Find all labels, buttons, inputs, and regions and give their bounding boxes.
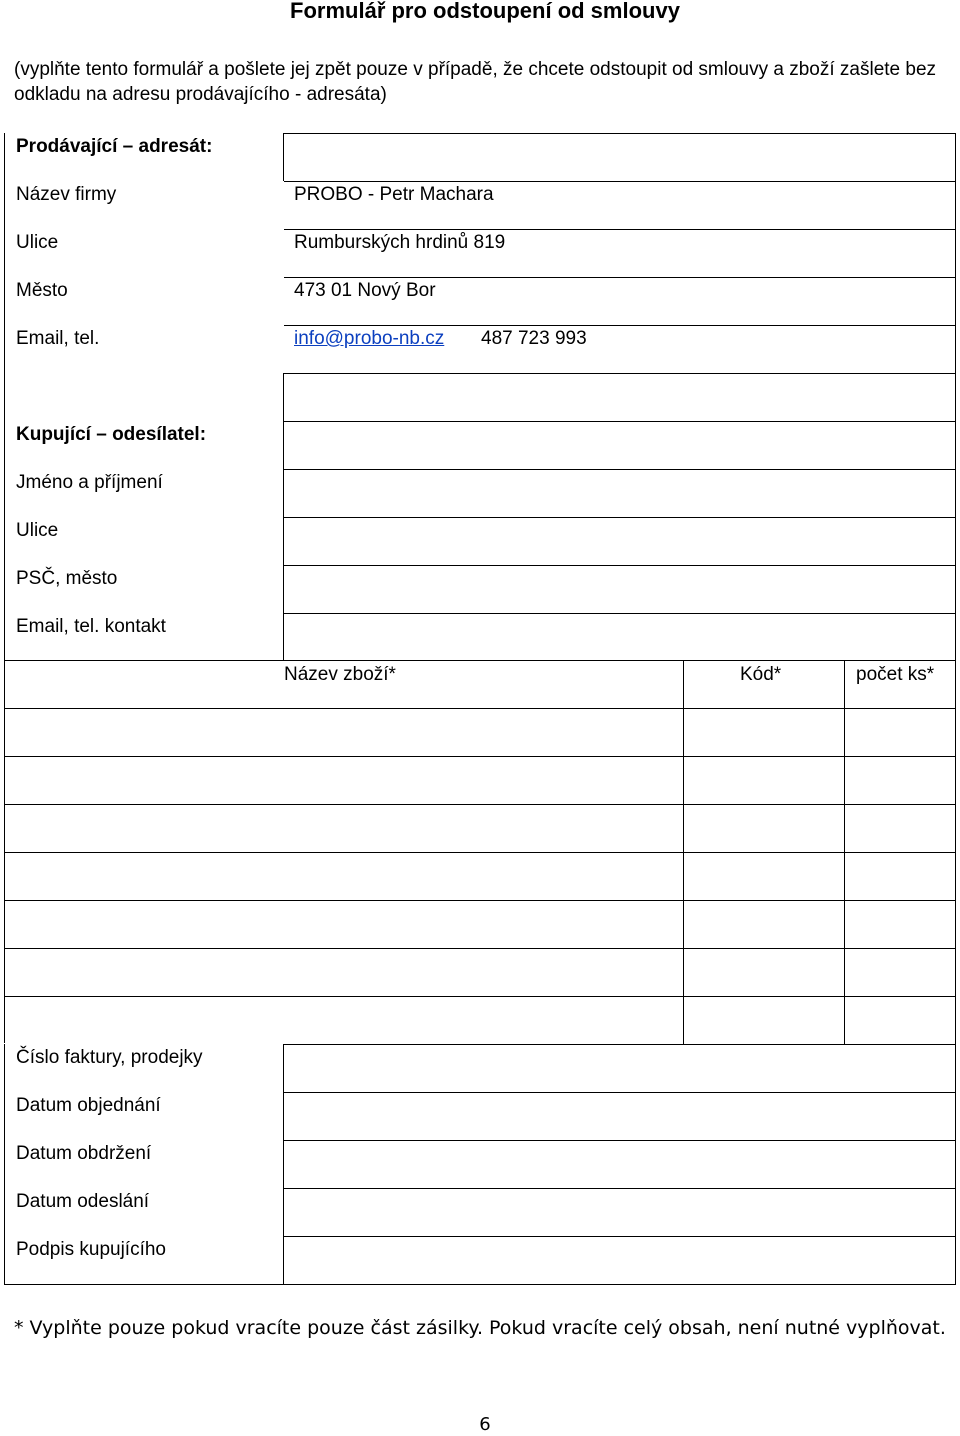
buyer-label-city: PSČ, město — [16, 568, 118, 589]
row-line — [284, 613, 956, 614]
row-line — [284, 229, 956, 230]
table-left-border — [4, 1044, 5, 1285]
row-line — [284, 325, 956, 326]
seller-value-city: 473 01 Nový Bor — [294, 280, 436, 301]
row-line — [4, 804, 956, 805]
row-line — [284, 1188, 956, 1189]
table-right-border — [955, 1044, 956, 1285]
seller-label-city: Město — [16, 280, 68, 301]
buyer-label-street: Ulice — [16, 520, 59, 541]
row-line — [284, 1044, 956, 1045]
seller-phone: 487 723 993 — [481, 328, 587, 349]
row-line — [4, 900, 956, 901]
details-label-send-date: Datum odeslání — [16, 1191, 150, 1212]
page-number: 6 — [479, 1414, 491, 1435]
row-line — [284, 1140, 956, 1141]
seller-label-contact: Email, tel. — [16, 328, 100, 349]
table-right-border — [955, 133, 956, 660]
goods-header-code: Kód* — [740, 664, 782, 685]
intro-text: (vyplňte tento formulář a pošlete jej zpět pouze v případě, že chcete odstoupit od smlouvy a zboží zašlete bez odkladu na adresu prodávajícího - adresáta) — [14, 59, 937, 105]
seller-heading: Prodávající – adresát: — [16, 136, 213, 157]
form-title: Formulář pro odstoupení od smlouvy — [290, 0, 680, 23]
seller-value-street: Rumburských hrdinů 819 — [294, 232, 506, 253]
row-line — [4, 948, 956, 949]
details-label-invoice: Číslo faktury, prodejky — [16, 1047, 203, 1068]
seller-email-link[interactable]: info@probo-nb.cz — [294, 328, 445, 349]
details-label-order-date: Datum objednání — [16, 1095, 161, 1116]
row-line — [4, 660, 956, 661]
row-line — [284, 1236, 956, 1237]
buyer-label-name: Jméno a příjmení — [16, 472, 163, 493]
seller-column-divider — [283, 133, 284, 181]
goods-header-quantity: počet ks* — [856, 664, 935, 685]
details-column-divider — [283, 1044, 284, 1285]
seller-label-street: Ulice — [16, 232, 59, 253]
row-line — [4, 756, 956, 757]
row-line — [4, 852, 956, 853]
row-line — [4, 1284, 956, 1285]
row-line — [284, 1092, 956, 1093]
buyer-heading: Kupující – odesílatel: — [16, 424, 207, 445]
buyer-label-contact: Email, tel. kontakt — [16, 616, 166, 637]
table-left-border — [4, 133, 5, 1043]
row-line — [284, 517, 956, 518]
row-line — [284, 373, 956, 374]
row-line — [284, 181, 956, 182]
row-line — [4, 708, 956, 709]
row-line — [284, 277, 956, 278]
details-label-receipt-date: Datum obdržení — [16, 1143, 152, 1164]
row-line — [284, 421, 956, 422]
details-label-signature: Podpis kupujícího — [16, 1239, 166, 1260]
footnote: * Vyplňte pouze pokud vracíte pouze část zásilky. Pokud vracíte celý obsah, není nutné vyplňovat. — [14, 1317, 946, 1339]
seller-label-company: Název firmy — [16, 184, 117, 205]
row-line — [284, 565, 956, 566]
row-line — [284, 469, 956, 470]
goods-header-name: Název zboží* — [284, 664, 396, 685]
seller-value-company: PROBO - Petr Machara — [294, 184, 494, 205]
row-line — [4, 996, 956, 997]
row-line — [284, 133, 956, 134]
